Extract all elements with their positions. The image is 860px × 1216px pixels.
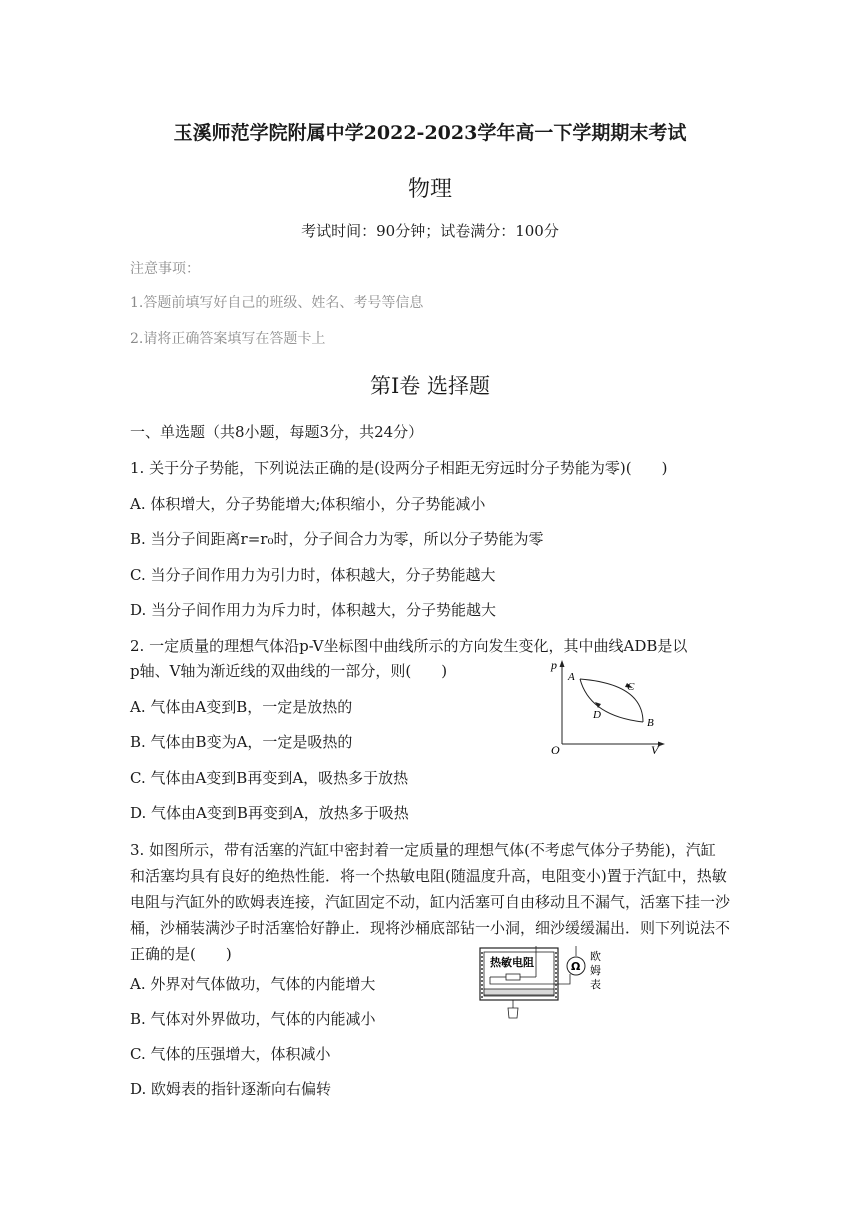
piston — [484, 989, 554, 995]
resistor-label: 热敏电阻 — [490, 956, 534, 969]
question-1-stem: 1. 关于分子势能，下列说法正确的是(设两分子相距无穷远时分子势能为零)( ) — [130, 459, 668, 477]
question-1-option-c: C. 当分子间作用力为引力时，体积越大，分子势能越大 — [130, 566, 496, 584]
point-c-label: C — [627, 681, 635, 693]
notice-item-1: 1.答题前填写好自己的班级、姓名、考号等信息 — [130, 295, 424, 311]
question-2-stem-line-2: p轴、V轴为渐近线的双曲线的一部分，则( ) — [130, 662, 448, 680]
question-3-stem: 3. 如图所示，带有活塞的汽缸中密封着一定质量的理想气体(不考虑气体分子势能)，汽缸和活塞均具有良好的绝热性能．将一个热敏电阻(随温度升高，电阻变小)置于汽缸中，热敏电阻与汽缸外的欧姆表连接，汽缸固定不动，缸内活塞可自由移动且不漏气，活塞下挂一沙桶，沙桶装满沙子时活塞恰好静止．现将沙桶底部钻一小洞，细沙缓缓漏出．则下列说法不正确的是( ) — [130, 841, 731, 963]
question-2-option-a: A. 气体由A变到B，一定是放热的 — [130, 698, 353, 716]
question-1-option-a: A. 体积增大，分子势能增大;体积缩小，分子势能减小 — [130, 495, 486, 513]
p-axis-arrow-icon — [560, 660, 565, 667]
question-2-option-b: B. 气体由B变为A，一定是吸热的 — [130, 733, 353, 751]
meter-label-2: 姆 — [590, 964, 601, 977]
meter-label-3: 表 — [590, 978, 601, 991]
notice-item-2: 2.请将正确答案填写在答题卡上 — [130, 331, 326, 347]
question-3-option-b: B. 气体对外界做功，气体的内能减小 — [130, 1010, 376, 1028]
question-1-option-b: B. 当分子间距离r=r₀时，分子间合力为零，所以分子势能为零 — [130, 530, 544, 548]
axis-label-v: V — [651, 743, 659, 756]
question-3-option-d: D. 欧姆表的指针逐渐向右偏转 — [130, 1080, 332, 1098]
pv-diagram — [545, 656, 675, 756]
subject-title: 物理 — [407, 177, 452, 202]
question-2-stem-line-1: 2. 一定质量的理想气体沿p-V坐标图中曲线所示的方向发生变化，其中曲线ADB是以 — [130, 637, 688, 655]
part-title: 第Ⅰ卷 选择题 — [370, 374, 490, 398]
v-axis-arrow-icon — [658, 742, 665, 747]
point-d-label: D — [593, 709, 601, 721]
meter-label-1: 欧 — [590, 950, 601, 963]
question-2-option-c: C. 气体由A变到B再变到A，吸热多于放热 — [130, 769, 409, 787]
notice-heading: 注意事项： — [130, 261, 200, 277]
section-title: 一、单选题（共8小题，每题3分，共24分） — [130, 423, 424, 441]
question-2-option-d: D. 气体由A变到B再变到A，放热多于吸热 — [130, 804, 409, 822]
axis-label-p: p — [551, 658, 557, 672]
cylinder-diagram — [476, 946, 616, 1026]
origin-label: O — [551, 743, 560, 756]
question-3-option-c: C. 气体的压强增大，体积减小 — [130, 1045, 331, 1063]
question-3-option-a: A. 外界对气体做功，气体的内能增大 — [130, 975, 376, 993]
point-a-label: A — [568, 671, 575, 683]
point-b-label: B — [647, 717, 654, 729]
exam-info: 考试时间：90分钟；试卷满分：100分 — [301, 222, 559, 240]
question-1-option-d: D. 当分子间作用力为斥力时，体积越大，分子势能越大 — [130, 601, 497, 619]
ohm-symbol: Ω — [571, 960, 581, 973]
exam-title: 玉溪师范学院附属中学2022-2023学年高一下学期期末考试 — [173, 122, 687, 144]
thermistor-icon — [506, 974, 520, 980]
sand-bucket-icon — [508, 1008, 518, 1018]
